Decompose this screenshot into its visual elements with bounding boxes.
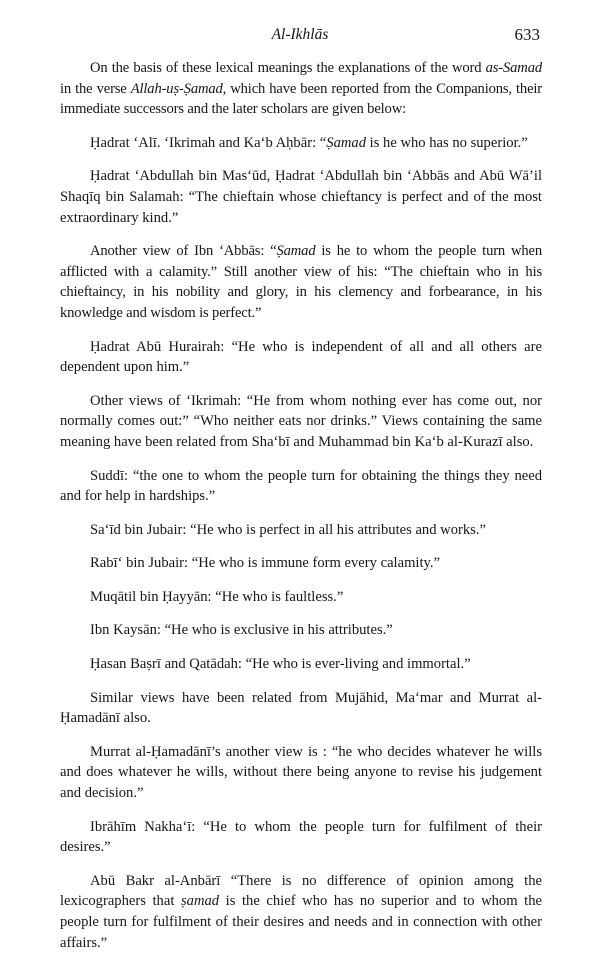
page-number: 633 (514, 25, 540, 44)
text-run: Ḥadrat ‘Alī. ‘Ikrimah and Ka‘b Aḥbār: “ (90, 134, 327, 151)
paragraph (60, 688, 542, 729)
paragraph (60, 587, 542, 608)
italic-term: as-Samad (485, 60, 542, 76)
italic-term: Ṣamad (326, 134, 366, 151)
paragraph (60, 742, 542, 804)
text-run: Another view of Ibn ‘Abbās: “ (90, 243, 277, 260)
text-run: Muqātil bin Ḥayyān: “He who is faultless.” (90, 588, 344, 605)
body-text (60, 58, 542, 953)
text-run: Abū Bakr al-Anbārī “There is no difference of opinion among the lexicographers that (60, 872, 542, 910)
text-run: Ḥadrat ‘Abdullah bin Mas‘ūd, Ḥadrat ‘Abdullah bin ‘Abbās and Abū Wā’il Shaqīq bin Salamah: “The chieftain whose chieftancy is perfect and of the most extraordinary kind.” (60, 168, 542, 226)
paragraph (60, 871, 542, 953)
paragraph (60, 58, 542, 120)
paragraph (60, 817, 542, 858)
text-run: Similar views have been related from Mujāhid, Ma‘mar and Murrat al-Ḥamadānī also. (60, 689, 542, 727)
text-run: Other views of ‘Ikrimah: “He from whom nothing ever has come out, nor normally comes out:” “Who neither eats nor drinks.” Views containing the same meaning have been related from Sha‘bī and Muhammad bin Ka‘b al-Kurazī also. (60, 392, 542, 450)
text-run: On the basis of these lexical meanings the explanations of the word (90, 60, 486, 76)
text-run: Rabī‘ bin Jubair: “He who is immune form every calamity.” (90, 555, 441, 572)
paragraph (60, 553, 542, 574)
text-run: is he who has no superior.” (366, 134, 528, 151)
text-run: which have been reported from the Companions, their immediate successors and the later scholars are given below: (60, 80, 543, 118)
paragraph (60, 520, 542, 541)
text-run: in the verse (60, 80, 131, 97)
italic-term: Allah-uṣ-Ṣamad, (130, 80, 227, 97)
text-run: Ḥasan Baṣrī and Qatādah: “He who is ever-living and immortal.” (90, 656, 471, 673)
paragraph (60, 620, 542, 641)
running-title: Al-Ikhlās (271, 26, 329, 43)
text-run: Murrat al-Ḥamadānī’s another view is : “he who decides whatever he wills and does whatever he wills, without there being anyone to revise his judgement and decision.” (60, 743, 542, 802)
text-run: Suddī: “the one to whom the people turn for obtaining the things they need and for help in hardships.” (60, 467, 542, 505)
paragraph (60, 241, 542, 323)
paragraph (60, 337, 542, 378)
paragraph (60, 391, 542, 453)
text-run: Ibrāhīm Nakha‘ī: “He to whom the people turn for fulfilment of their desires.” (60, 818, 542, 856)
paragraph (60, 654, 542, 675)
paragraph (60, 466, 542, 507)
text-run: Sa‘īd bin Jubair: “He who is perfect in all his attributes and works.” (90, 521, 486, 538)
paragraph (60, 133, 542, 154)
italic-term: ṣamad (180, 893, 220, 910)
text-run: is the chief who has no superior and to whom the people turn for fulfilment of their desires and needs and in connection with other affairs.” (60, 893, 542, 951)
text-run: is he to whom the people turn when afflicted with a calamity.” Still another view of his: “The chieftain who in his chieftaincy, in his nobility and glory, in his clemency and forbearance, in his knowledge and wisdom is perfect.” (60, 243, 542, 321)
text-run: Ibn Kaysān: “He who is exclusive in his attributes.” (90, 622, 393, 639)
text-run: Ḥadrat Abū Hurairah: “He who is independent of all and all others are dependent upon him.” (60, 338, 542, 376)
paragraph (60, 166, 542, 228)
italic-term: Ṣamad (276, 243, 316, 260)
